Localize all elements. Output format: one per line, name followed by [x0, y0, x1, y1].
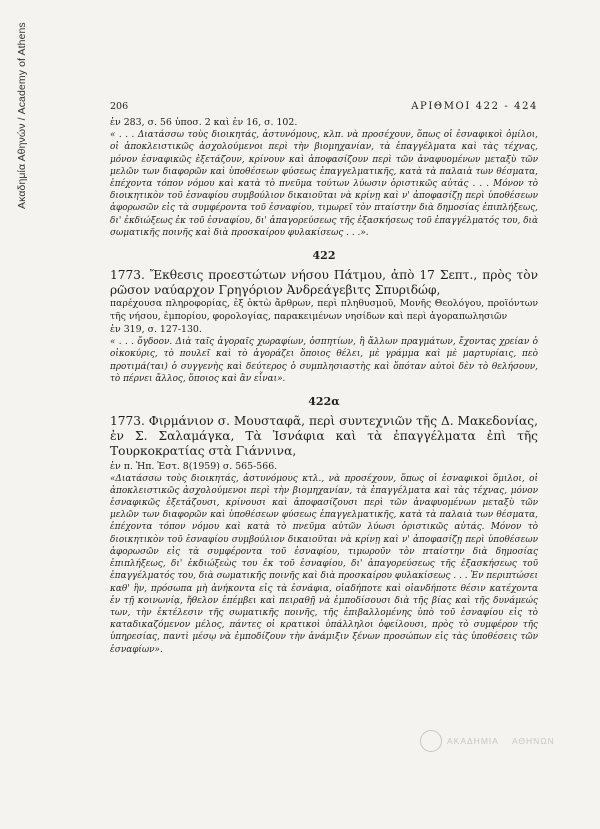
academy-footer-logo — [420, 724, 590, 758]
page-header — [110, 101, 538, 112]
entry-421-quote: « . . . Διατάσσω τοὺς διοικητάς, ἀστυνόμους, κλπ. νὰ προσέχουν, ὅπως οἱ ἐσναφικοὶ ὁμίλοι, οἱ ἀποκλειστικῶς ἀσχολούμενοι περὶ τὴν βιομηχανίαν, τὰ ἐπαγγέλματα καὶ τὰς τέχνας, μόνον ἐσναφικῶς ἐξετάζουν, κρίνουν καὶ ἀποφασίζουν περὶ τῶν ἀναφυομένων μεταξὺ τῶν μελῶν των διαφορῶν καὶ ὑποθέσεων φύσεως ἐπαγγελματικῆς, κατὰ τὰ παλαιὰ των θέσματα, ἐπέχοντα τόπον νόμου καὶ κατὰ τὸ πνεῦμα τούτων λύωσιν ὁριστικῶς αὐτάς . . . Μόνον τὸ διοικητικὸν τοῦ ἐσναφίου συμβούλιον δικαιοῦται νὰ κρίνῃ καὶ ν' ἀποφασίζῃ περὶ ὑποθέσεων ἀφορωσῶν εἰς τὰ συμφέροντα τοῦ ἐσναφίου, τιμωρεῖ τὸν πταίστην διὰ δημοσίας ἐπιπλήξεως, δι' ἐκδιώξεως ἐκ τοῦ ἐσναφίου, δι' ἀπαγορεύσεως τῆς ἐξασκήσεως τοῦ ἐπαγγέλματός του, διὰ σωματικῆς ποινῆς καὶ διὰ προσκαίρου φυλακίσεως . . .». — [110, 130, 539, 238]
entry-422-title: 1773. Ἔκθεσις προεστώτων νήσου Πάτμου, ἀπὸ 17 Σεπτ., πρὸς τὸν ρῶσον ναύαρχον Γρηγόριον Ἀνδρεάγεβιτς Σπυριδώφ, — [110, 268, 538, 298]
entry-422a-quote: «Διατάσσω τοὺς διοικητάς, ἀστυνόμους κτλ., νὰ προσέχουν, ὅπως οἱ ἐσναφικοὶ ὅμιλοι, οἱ ἀποκλειστικῶς ἀσχολούμενοι περὶ τὴν βιομηχανίαν, τὰ ἐπαγγέλματα καὶ τὰς τέχνας, μόνον ἐσναφικῶς ἐξετάζουσι, κρίνουσι καὶ ἀποφασίζουσι περὶ τῶν ἀναφυομένων μεταξὺ τῶν μελῶν των διαφορῶν καὶ ὑποθέσεων φύσεως ἐπαγγελματικῆς, κατὰ τὰ παλαιὰ των θέσματα, ἐπέχοντα τόπον νόμου καὶ κατὰ τὸ πνεῦμα αὐτῶν λύωσι ὁριστικῶς αὐτάς. Μόνον τὸ διοικητικὸν τοῦ ἐσναφίου συμβούλιον δικαιοῦται νὰ κρίνῃ καὶ ν' ἀποφασίζῃ περὶ ὑποθέσεων ἀφορωσῶν εἰς τὰ συμφέροντα τοῦ ἐσναφίου, τιμωροῦν τὸν πταίστην διὰ δημοσίας ἐπιπλήξεως, δι' ἐκδιώξεὼς του ἐκ τοῦ ἐσναφίου, δι' ἀπαγορεύσεως τῆς ἐξασκήσεως τοῦ ἐπαγγέλματός του, διὰ σωματικῆς ποινῆς καὶ διὰ προσκαίρου φυλακίσεως . . . Ἐν περιπτώσει καθ' ἣν, πρόσωπα μὴ ἀνήκοντα εἰς τὰ ἐσνάφια, οἱαδήποτε καὶ οἱανδήποτε θέσιν κατέχοντα ἐν τῇ κοινωνίᾳ, ἤθελον ἐπέμβει καὶ πειραθῇ νὰ ἐμποδίσουσι διὰ τῆς βίας καὶ τῆς δυνάμεώς των, τὴν ἐκτέλεσιν τῆς σωματικῆς ποινῆς, τῆς ἐπιβαλλομένης ὑπὸ τοῦ ἐσναφίου εἰς τὸ καταδικαζόμενον μέλος, πάντες οἱ κρατικοὶ ὑπάλληλοι ὀφείλουσι, πρὸς τὸ συμφέρον τῆς ὑπηρεσίας, παντὶ μέσῳ νὰ ἐμποδίζουν τὴν ἀνάμιξιν ξένων προσώπων εἰς τὰς ὑποθέσεις τῶν ἐσναφίων». — [110, 473, 538, 655]
logo-left-text: ΑΚΑΔΗΜΙΑ — [447, 736, 499, 746]
entry-422-subtitle: παρέχουσα πληροφορίας, ἐξ ὀκτὼ ἄρθρων, περὶ πληθυσμοῦ, Μονῆς Θεολόγου, προϊόντων τῆς νήσου, ἐμπορίου, φορολογίας, παρακειμένων νησίδων καὶ περὶ ἀγοραπωλησιῶν — [110, 298, 538, 322]
logo-right-text: ΑΘΗΝΩΝ — [511, 736, 555, 746]
entry-422a-number: 422α — [308, 395, 340, 409]
page-number: 206 — [110, 101, 129, 112]
entry-422a-title: 1773. Φιρμάνιον σ. Μουσταφᾶ, περὶ συντεχνιῶν τῆς Δ. Μακεδονίας, ἐν Σ. Σαλαμάγκα, Τὰ Ἰσνάφια καὶ τὰ ἐπαγγέλματα ἐπὶ τῆς Τουρκοκρατίας στὰ Γιάννινα, — [110, 414, 538, 459]
entry-422-reference: ἐν 319, σ. 127-130. — [110, 324, 202, 336]
seal-icon — [420, 730, 442, 752]
entry-422-quote: « . . . ὄγδοον. Διὰ ταῖς ἀγοραῖς χωραφίων, ὀσπητίων, ἢ ἄλλων πραγμάτων, ἔχοντας χρείαν ὁ οἰκοκύρις, τὸ πουλεῖ καὶ τὸ ἀγοράζει ὅποιος θέλει, μὲ γράμμα καὶ μὲ μαρτυρίαις, πεὸ προτιμά(ται) ὁ συγγενὴς καὶ δεύτερος ὁ συμπλησιαστὴς καὶ ὅπόταν αὐτοὶ δὲν τὸ θελήσουν, τὸ πέρνει ἄλλος, ὅποιος καὶ ἂν εἶναι». — [110, 337, 538, 384]
document-page — [110, 101, 538, 656]
entry-421-reference: ἐν 283, σ. 56 ὑποσ. 2 καὶ ἐν 16, σ. 102. — [110, 117, 298, 128]
running-title: ΑΡΙΘΜΟΙ 422 - 424 — [411, 101, 538, 112]
watermark-sidebar: Ακαδημία Αθηνών / Academy of Athens — [16, 22, 28, 209]
entry-422a-reference: ἐν π. Ἠπ. Ἑστ. 8(1959) σ. 565-566. — [110, 460, 278, 472]
entry-422-number: 422 — [312, 249, 336, 263]
